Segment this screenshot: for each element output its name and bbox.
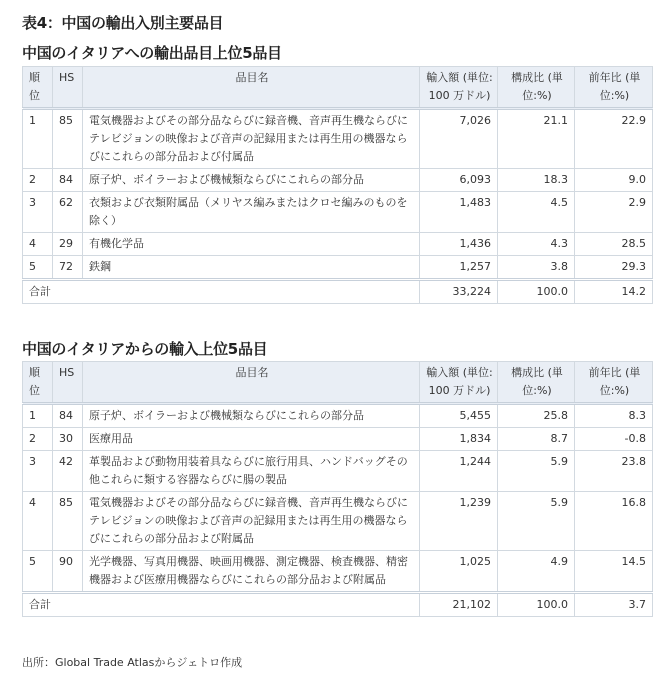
header-value: 輸入額 (単位:100 万ドル) bbox=[420, 67, 498, 109]
source-note: 出所：Global Trade Atlasからジェトロ作成 bbox=[22, 656, 243, 669]
growth-cell: 14.5 bbox=[575, 551, 653, 593]
table-row bbox=[23, 109, 653, 169]
growth-cell: 16.8 bbox=[575, 492, 653, 551]
rank-cell: 1 bbox=[23, 109, 53, 169]
hs-code-cell: 62 bbox=[53, 192, 83, 233]
share-cell: 3.8 bbox=[498, 256, 575, 280]
item-name-cell: 電気機器およびその部分品ならびに録音機、音声再生機ならびにテレビジョンの映像および音声の記録用または再生用の機器ならびにこれらの部分品および附属品 bbox=[83, 492, 420, 551]
export-table-header-row bbox=[23, 67, 653, 109]
table-row bbox=[23, 404, 653, 428]
growth-cell: 9.0 bbox=[575, 169, 653, 192]
value-cell: 1,834 bbox=[420, 428, 498, 451]
item-name-cell: 原子炉、ボイラーおよび機械類ならびにこれらの部分品 bbox=[83, 404, 420, 428]
table-row bbox=[23, 192, 653, 233]
value-cell: 1,483 bbox=[420, 192, 498, 233]
total-share: 100.0 bbox=[498, 280, 575, 304]
hs-code-cell: 42 bbox=[53, 451, 83, 492]
total-row bbox=[23, 593, 653, 617]
rank-cell: 2 bbox=[23, 169, 53, 192]
rank-cell: 1 bbox=[23, 404, 53, 428]
total-share: 100.0 bbox=[498, 593, 575, 617]
growth-cell: 23.8 bbox=[575, 451, 653, 492]
growth-cell: -0.8 bbox=[575, 428, 653, 451]
hs-code-cell: 84 bbox=[53, 169, 83, 192]
hs-code-cell: 84 bbox=[53, 404, 83, 428]
item-name-cell: 原子炉、ボイラーおよび機械類ならびにこれらの部分品 bbox=[83, 169, 420, 192]
value-cell: 6,093 bbox=[420, 169, 498, 192]
rank-cell: 4 bbox=[23, 492, 53, 551]
hs-code-cell: 30 bbox=[53, 428, 83, 451]
share-cell: 4.9 bbox=[498, 551, 575, 593]
table-row bbox=[23, 492, 653, 551]
header-growth: 前年比 (単位:%) bbox=[575, 362, 653, 404]
header-growth: 前年比 (単位:%) bbox=[575, 67, 653, 109]
share-cell: 4.3 bbox=[498, 233, 575, 256]
header-rank: 順位 bbox=[23, 362, 53, 404]
table-row bbox=[23, 169, 653, 192]
export-table bbox=[22, 66, 653, 304]
header-item-name: 品目名 bbox=[83, 362, 420, 404]
rank-cell: 5 bbox=[23, 551, 53, 593]
share-cell: 5.9 bbox=[498, 492, 575, 551]
table-row bbox=[23, 233, 653, 256]
growth-cell: 2.9 bbox=[575, 192, 653, 233]
total-value: 21,102 bbox=[420, 593, 498, 617]
item-name-cell: 有機化学品 bbox=[83, 233, 420, 256]
table-row bbox=[23, 428, 653, 451]
hs-code-cell: 90 bbox=[53, 551, 83, 593]
share-cell: 5.9 bbox=[498, 451, 575, 492]
hs-code-cell: 29 bbox=[53, 233, 83, 256]
total-label: 合計 bbox=[23, 280, 420, 304]
rank-cell: 4 bbox=[23, 233, 53, 256]
header-hs: HS bbox=[53, 362, 83, 404]
header-rank: 順位 bbox=[23, 67, 53, 109]
total-label: 合計 bbox=[23, 593, 420, 617]
export-table-title: 中国のイタリアへの輸出品目上位5品目 bbox=[22, 44, 282, 62]
total-value: 33,224 bbox=[420, 280, 498, 304]
total-growth: 14.2 bbox=[575, 280, 653, 304]
header-share: 構成比 (単位:%) bbox=[498, 67, 575, 109]
item-name-cell: 衣類および衣類附属品（メリヤス編みまたはクロセ編みのものを除く） bbox=[83, 192, 420, 233]
share-cell: 8.7 bbox=[498, 428, 575, 451]
growth-cell: 29.3 bbox=[575, 256, 653, 280]
value-cell: 1,025 bbox=[420, 551, 498, 593]
rank-cell: 3 bbox=[23, 192, 53, 233]
table-row bbox=[23, 256, 653, 280]
share-cell: 21.1 bbox=[498, 109, 575, 169]
import-table bbox=[22, 361, 653, 617]
total-growth: 3.7 bbox=[575, 593, 653, 617]
table-row bbox=[23, 451, 653, 492]
value-cell: 1,436 bbox=[420, 233, 498, 256]
hs-code-cell: 85 bbox=[53, 109, 83, 169]
item-name-cell: 革製品および動物用装着具ならびに旅行用具、ハンドバッグその他これらに類する容器ならびに腸の製品 bbox=[83, 451, 420, 492]
value-cell: 5,455 bbox=[420, 404, 498, 428]
share-cell: 4.5 bbox=[498, 192, 575, 233]
page-title: 表4：中国の輸出入別主要品目 bbox=[22, 14, 224, 32]
growth-cell: 22.9 bbox=[575, 109, 653, 169]
total-row bbox=[23, 280, 653, 304]
value-cell: 1,244 bbox=[420, 451, 498, 492]
table-row bbox=[23, 551, 653, 593]
header-share: 構成比 (単位:%) bbox=[498, 362, 575, 404]
item-name-cell: 電気機器およびその部分品ならびに録音機、音声再生機ならびにテレビジョンの映像および音声の記録用または再生用の機器ならびにこれらの部分品および付属品 bbox=[83, 109, 420, 169]
item-name-cell: 医療用品 bbox=[83, 428, 420, 451]
value-cell: 1,239 bbox=[420, 492, 498, 551]
share-cell: 18.3 bbox=[498, 169, 575, 192]
growth-cell: 8.3 bbox=[575, 404, 653, 428]
value-cell: 1,257 bbox=[420, 256, 498, 280]
value-cell: 7,026 bbox=[420, 109, 498, 169]
item-name-cell: 鉄鋼 bbox=[83, 256, 420, 280]
item-name-cell: 光学機器、写真用機器、映画用機器、測定機器、検査機器、精密機器および医療用機器ならびにこれらの部分品および附属品 bbox=[83, 551, 420, 593]
header-value: 輸入額 (単位:100 万ドル) bbox=[420, 362, 498, 404]
hs-code-cell: 85 bbox=[53, 492, 83, 551]
import-table-title: 中国のイタリアからの輸入上位5品目 bbox=[22, 340, 268, 358]
header-hs: HS bbox=[53, 67, 83, 109]
hs-code-cell: 72 bbox=[53, 256, 83, 280]
import-table-header-row bbox=[23, 362, 653, 404]
header-item-name: 品目名 bbox=[83, 67, 420, 109]
rank-cell: 5 bbox=[23, 256, 53, 280]
rank-cell: 3 bbox=[23, 451, 53, 492]
growth-cell: 28.5 bbox=[575, 233, 653, 256]
rank-cell: 2 bbox=[23, 428, 53, 451]
share-cell: 25.8 bbox=[498, 404, 575, 428]
